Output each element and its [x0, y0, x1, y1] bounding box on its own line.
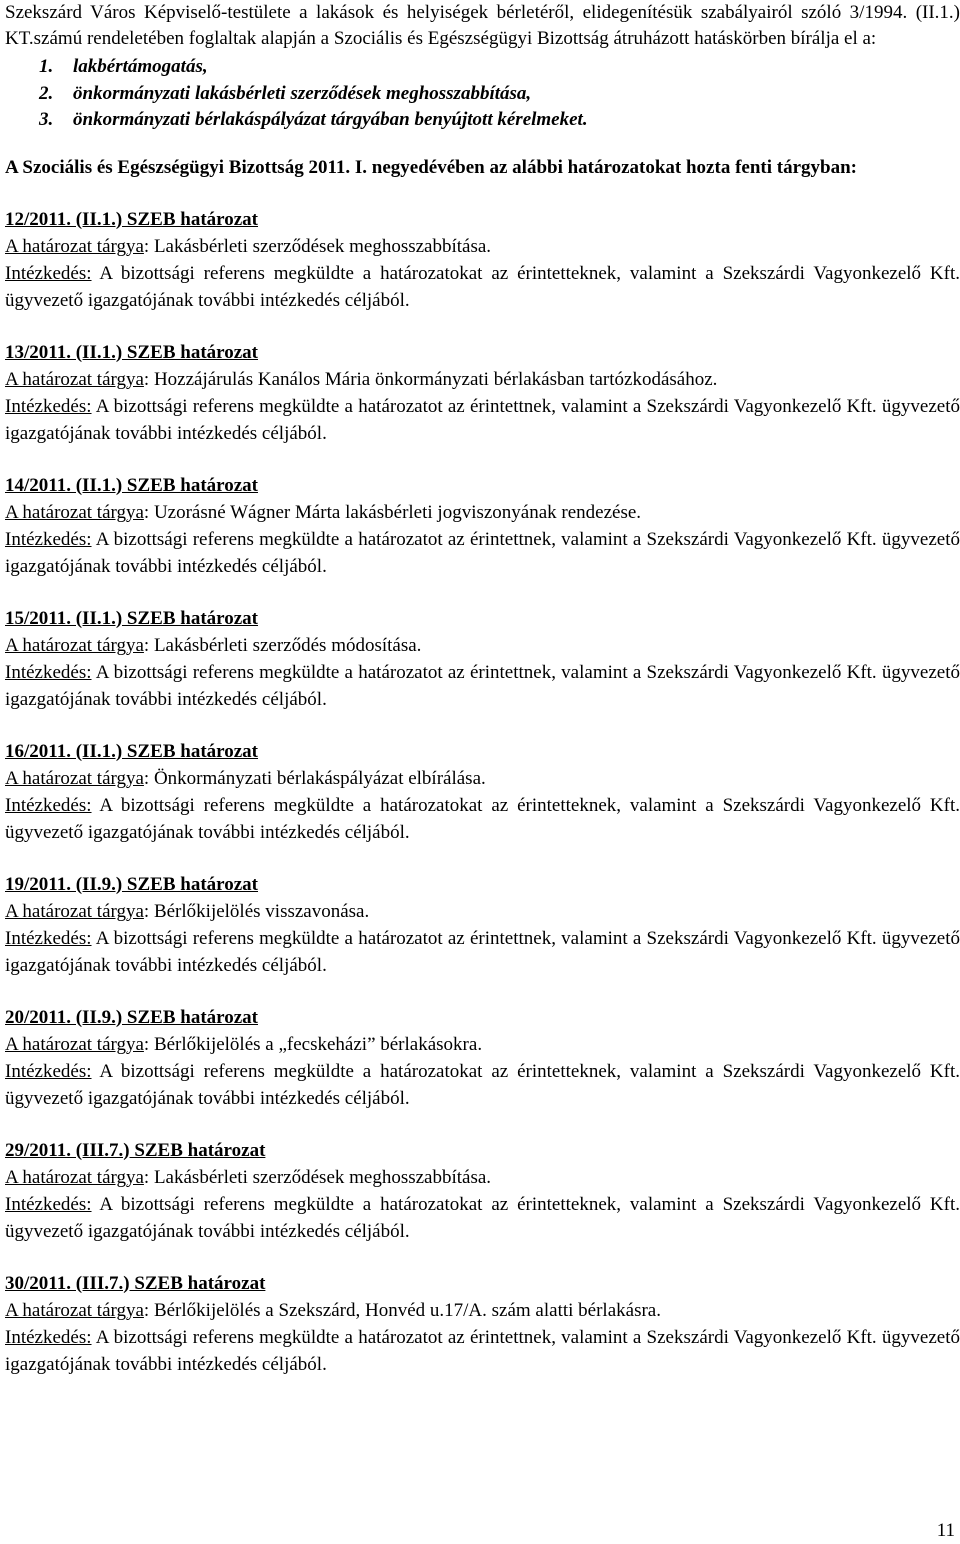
list-item-number: 1.	[39, 56, 54, 77]
resolution-title: 13/2011. (II.1.) SZEB határozat	[5, 341, 259, 363]
subject-label: A határozat tárgya	[5, 368, 144, 390]
list-item-text: önkormányzati lakásbérleti szerződések meghosszabbítása,	[73, 82, 532, 104]
action-label: Intézkedés:	[5, 1326, 92, 1348]
action-label: Intézkedés:	[5, 794, 92, 816]
subject-text: : Hozzájárulás Kanálos Mária önkormányzati bérlakásban tartózkodásához.	[143, 368, 718, 390]
resolution-subject	[5, 898, 960, 925]
resolution-block	[5, 605, 960, 713]
subject-label: A határozat tárgya	[5, 900, 144, 922]
resolution-subject	[5, 233, 960, 260]
resolution-block	[5, 1137, 960, 1245]
subject-text: : Bérlőkijelölés a Szekszárd, Honvéd u.17/A. szám alatti bérlakásra.	[143, 1299, 661, 1321]
list-item-number: 2.	[39, 82, 54, 104]
resolution-block	[5, 871, 960, 979]
resolution-action	[5, 792, 960, 846]
subject-text: : Bérlőkijelölés visszavonása.	[143, 900, 370, 922]
resolution-list	[5, 206, 960, 1378]
action-label: Intézkedés:	[5, 1193, 92, 1215]
resolution-subject	[5, 765, 960, 792]
resolution-subject	[5, 1031, 960, 1058]
resolution-action	[5, 925, 960, 979]
list-item	[39, 107, 960, 134]
subject-text: : Önkormányzati bérlakáspályázat elbírálása.	[143, 767, 486, 789]
action-text: A bizottsági referens megküldte a határozatokat az érintetteknek, valamint a Szekszárdi Vagyonkezelő Kft. ügyvezető igazgatójának további intézkedés céljából.	[5, 794, 960, 843]
action-label: Intézkedés:	[5, 661, 92, 683]
resolution-subject	[5, 1297, 960, 1324]
resolution-subject	[5, 499, 960, 526]
intro-paragraph: Szekszárd Város Képviselő-testülete a lakások és helyiségek bérletéről, elidegenítésük szabályairól szóló 3/1994. (II.1.) KT.számú rendeletében foglaltak alapján a Szociális és Egészségügyi Bizottság átruházott hatáskörben bírálja el a:	[5, 2, 960, 49]
resolution-action	[5, 1191, 960, 1245]
action-text: A bizottsági referens megküldte a határozatot az érintettnek, valamint a Szekszárdi Vagyonkezelő Kft. ügyvezető igazgatójának további intézkedés céljából.	[5, 1326, 960, 1375]
action-label: Intézkedés:	[5, 1060, 92, 1082]
subject-text: : Uzorásné Wágner Márta lakásbérleti jogviszonyának rendezése.	[143, 501, 642, 523]
resolution-action	[5, 659, 960, 713]
action-label: Intézkedés:	[5, 528, 92, 550]
resolution-subject	[5, 366, 960, 393]
resolution-title: 15/2011. (II.1.) SZEB határozat	[5, 607, 259, 629]
list-item-number: 3.	[39, 109, 54, 130]
action-label: Intézkedés:	[5, 262, 92, 284]
resolution-block	[5, 1270, 960, 1378]
action-text: A bizottsági referens megküldte a határozatot az érintettnek, valamint a Szekszárdi Vagyonkezelő Kft. ügyvezető igazgatójának további intézkedés céljából.	[5, 395, 960, 444]
resolution-action	[5, 260, 960, 314]
subject-label: A határozat tárgya	[5, 1166, 144, 1188]
resolution-title: 20/2011. (II.9.) SZEB határozat	[5, 1006, 259, 1028]
action-text: A bizottsági referens megküldte a határozatot az érintettnek, valamint a Szekszárdi Vagyonkezelő Kft. ügyvezető igazgatójának további intézkedés céljából.	[5, 528, 960, 577]
resolution-title: 16/2011. (II.1.) SZEB határozat	[5, 740, 259, 762]
resolution-title: 30/2011. (III.7.) SZEB határozat	[5, 1272, 266, 1294]
list-item	[39, 81, 960, 108]
action-label: Intézkedés:	[5, 395, 92, 417]
resolution-subject	[5, 632, 960, 659]
resolution-block	[5, 1004, 960, 1112]
subject-label: A határozat tárgya	[5, 767, 144, 789]
resolution-action	[5, 393, 960, 447]
subject-text: : Lakásbérleti szerződés módosítása.	[143, 634, 422, 656]
resolution-action	[5, 526, 960, 580]
resolution-action	[5, 1058, 960, 1112]
competence-list	[5, 54, 960, 134]
action-label: Intézkedés:	[5, 927, 92, 949]
subject-label: A határozat tárgya	[5, 235, 144, 257]
resolution-block	[5, 738, 960, 846]
resolution-title: 12/2011. (II.1.) SZEB határozat	[5, 208, 259, 230]
resolution-block	[5, 472, 960, 580]
subject-text: : Bérlőkijelölés a „fecskeházi” bérlakásokra.	[143, 1033, 483, 1055]
subject-label: A határozat tárgya	[5, 634, 144, 656]
list-item-text: önkormányzati bérlakáspályázat tárgyában benyújtott kérelmeket.	[73, 109, 588, 130]
resolution-block	[5, 339, 960, 447]
action-text: A bizottsági referens megküldte a határozatokat az érintetteknek, valamint a Szekszárdi Vagyonkezelő Kft. ügyvezető igazgatójának további intézkedés céljából.	[5, 1193, 960, 1242]
resolution-title: 29/2011. (III.7.) SZEB határozat	[5, 1139, 266, 1161]
action-text: A bizottsági referens megküldte a határozatokat az érintetteknek, valamint a Szekszárdi Vagyonkezelő Kft. ügyvezető igazgatójának további intézkedés céljából.	[5, 1060, 960, 1109]
list-item-text: lakbértámogatás,	[73, 56, 208, 77]
action-text: A bizottsági referens megküldte a határozatokat az érintetteknek, valamint a Szekszárdi Vagyonkezelő Kft. ügyvezető igazgatójának további intézkedés céljából.	[5, 262, 960, 311]
list-item	[39, 54, 960, 81]
resolution-block	[5, 206, 960, 314]
subject-label: A határozat tárgya	[5, 1033, 144, 1055]
subject-label: A határozat tárgya	[5, 1299, 144, 1321]
subject-text: : Lakásbérleti szerződések meghosszabbítása.	[143, 1166, 492, 1188]
resolution-title: 14/2011. (II.1.) SZEB határozat	[5, 474, 259, 496]
subject-label: A határozat tárgya	[5, 501, 144, 523]
action-text: A bizottsági referens megküldte a határozatot az érintettnek, valamint a Szekszárdi Vagyonkezelő Kft. ügyvezető igazgatójának további intézkedés céljából.	[5, 927, 960, 976]
subject-text: : Lakásbérleti szerződések meghosszabbítása.	[143, 235, 492, 257]
page-number: 11	[936, 1520, 955, 1541]
action-text: A bizottsági referens megküldte a határozatot az érintettnek, valamint a Szekszárdi Vagyonkezelő Kft. ügyvezető igazgatójának további intézkedés céljából.	[5, 661, 960, 710]
resolution-action	[5, 1324, 960, 1378]
document-page	[5, 0, 960, 1378]
resolution-subject	[5, 1164, 960, 1191]
section-heading: A Szociális és Egészségügyi Bizottság 2011. I. negyedévében az alábbi határozatokat hozta fenti tárgyban:	[5, 156, 857, 178]
resolution-title: 19/2011. (II.9.) SZEB határozat	[5, 873, 259, 895]
